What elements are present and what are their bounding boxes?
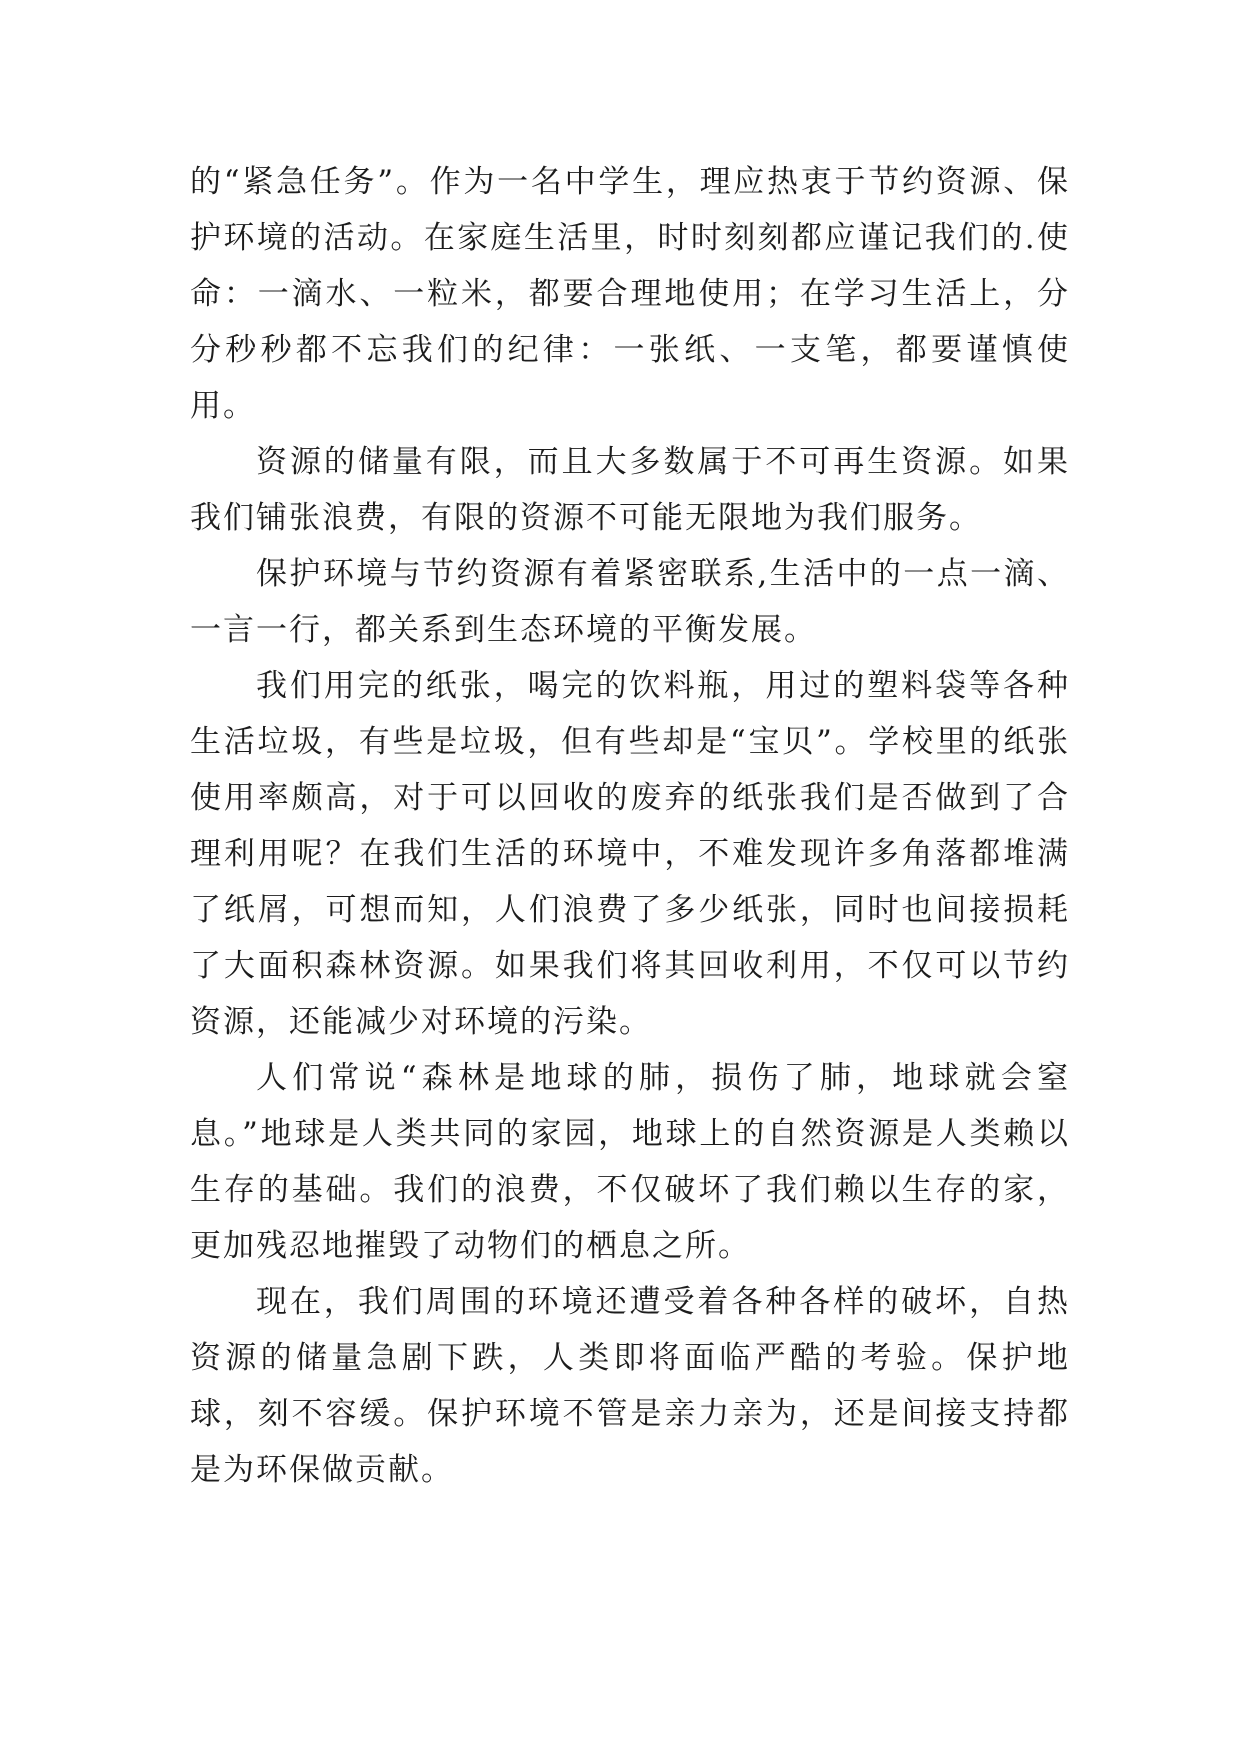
paragraph-protect-earth: 现在，我们周围的环境还遭受着各种各样的破坏，自热资源的储量急剧下跌，人类即将面临严酷的考验。保护地球，刻不容缓。保护环境不管是亲力亲为，还是间接支持都是为环保做贡献。 xyxy=(190,1284,1070,1488)
paragraph-environment-connection: 保护环境与节约资源有着紧密联系,生活中的一点一滴、一言一行，都关系到生态环境的平衡发展。 xyxy=(190,556,1070,648)
paragraph-forest-lungs: 人们常说“森林是地球的肺，损伤了肺，地球就会窒息。”地球是人类共同的家园，地球上的自然资源是人类赖以生存的基础。我们的浪费，不仅破坏了我们赖以生存的家，更加残忍地摧毁了动物们的栖息之所。 xyxy=(190,1060,1070,1264)
paragraph-resources-limited: 资源的储量有限，而且大多数属于不可再生资源。如果我们铺张浪费，有限的资源不可能无限地为我们服务。 xyxy=(190,444,1070,536)
paragraph-continuation: 的“紧急任务”。作为一名中学生，理应热衷于节约资源、保护环境的活动。在家庭生活里，时时刻刻都应谨记我们的.使命：一滴水、一粒米，都要合理地使用；在学习生活上，分分秒秒都不忘我们的纪律：一张纸、一支笔，都要谨慎使用。 xyxy=(190,164,1070,424)
document-body xyxy=(190,154,1070,1498)
paragraph-paper-recycling: 我们用完的纸张，喝完的饮料瓶，用过的塑料袋等各种生活垃圾，有些是垃圾，但有些却是“宝贝”。学校里的纸张使用率颇高，对于可以回收的废弃的纸张我们是否做到了合理利用呢？在我们生活的环境中，不难发现许多角落都堆满了纸屑，可想而知，人们浪费了多少纸张，同时也间接损耗了大面积森林资源。如果我们将其回收利用，不仅可以节约资源，还能减少对环境的污染。 xyxy=(190,668,1070,1040)
